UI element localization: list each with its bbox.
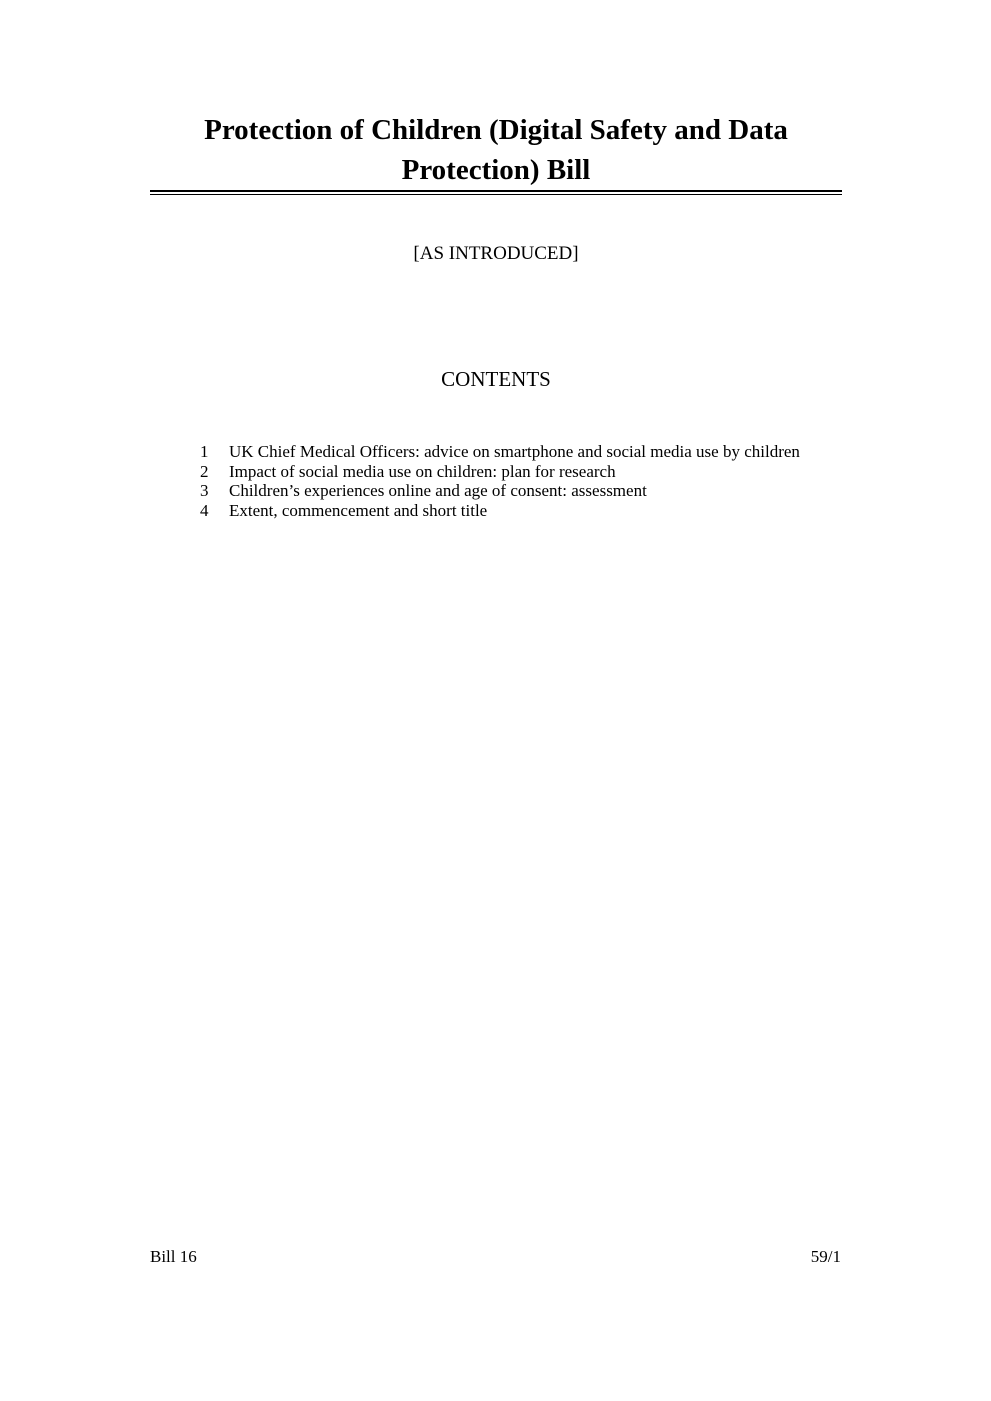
title-divider-thin [150,194,842,195]
bill-number: Bill 16 [150,1247,197,1266]
contents-item-text: Children’s experiences online and age of consent: assessment [229,481,647,500]
title-divider-thick [150,190,842,192]
print-reference: 59/1 [810,1247,841,1266]
contents-item-text: Extent, commencement and short title [229,500,488,520]
contents-item-number: 3 [200,481,209,500]
contents-item [196,462,846,482]
contents-item [196,481,846,501]
bill-status: [AS INTRODUCED] [413,243,579,264]
contents-heading: CONTENTS [441,367,551,391]
contents-item-number: 2 [200,461,209,481]
bill-title: Protection of Children (Digital Safety and Data Protection) Bill [204,114,788,186]
contents-item-number: 4 [200,500,209,520]
contents-item-text: Impact of social media use on children: plan for research [229,461,616,481]
contents-item [196,442,846,462]
contents-item-text: UK Chief Medical Officers: advice on smartphone and social media use by children [229,442,800,461]
contents-item-number: 1 [200,442,209,461]
contents-list [196,442,846,520]
contents-item [196,501,846,521]
